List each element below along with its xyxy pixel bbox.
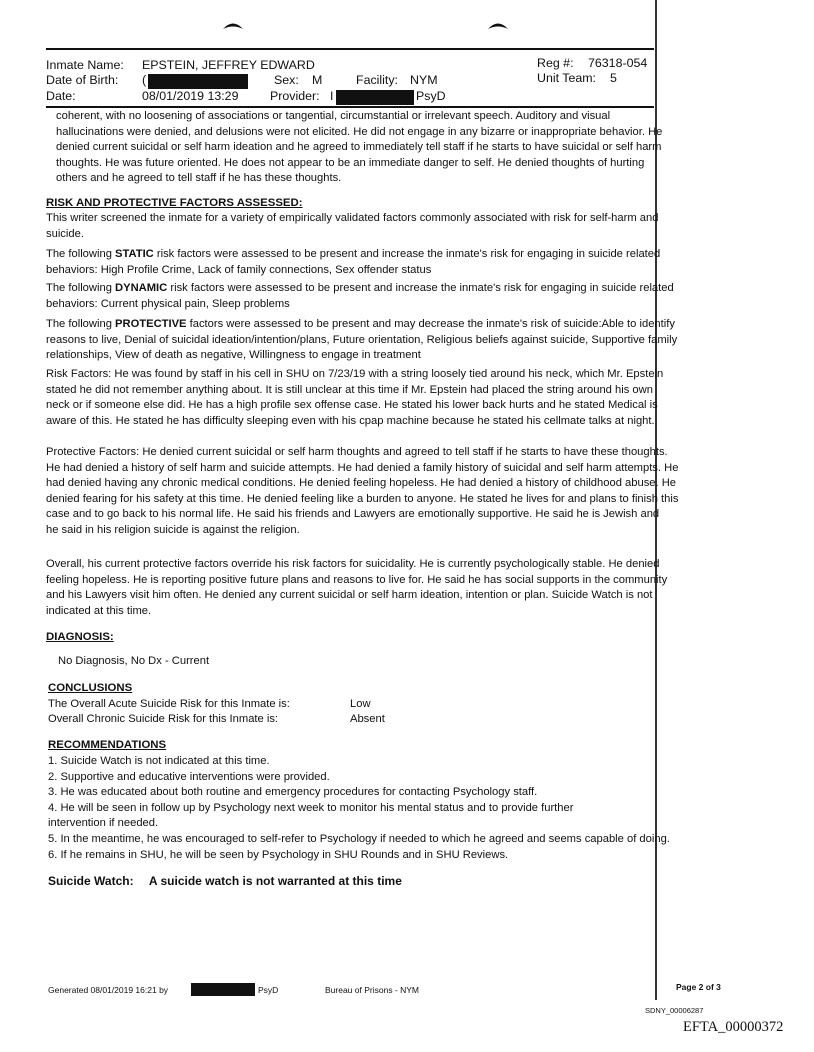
text-line: behaviors: Current physical pain, Sleep problems [46, 297, 290, 310]
protective-label: PROTECTIVE [115, 318, 187, 330]
provider-initial: I [330, 89, 334, 103]
suicide-watch-label: Suicide Watch: [48, 874, 134, 888]
text-line: coherent, with no loosening of associations or tangential, circumstantial or irrelevant speech. Auditory and visual [56, 110, 611, 122]
reg-label: Reg #: [537, 56, 574, 70]
conclusions-heading: CONCLUSIONS [48, 682, 133, 694]
text-line: aware of this. He stated he has difficulty sleeping even with his cpap machine because he stated his cellmate talks at night. [46, 414, 655, 427]
text-line: relationships, View of death as negative, Willingness to engage in treatment [46, 349, 421, 362]
page-number: Page 2 of 3 [676, 982, 721, 992]
text-line: case and to go back to his normal life. He said his friends and Lawyers are emotionally supportive. He said he is Jewish and [46, 508, 660, 521]
efta-number: EFTA_00000372 [683, 1019, 784, 1035]
list-item: 2. Supportive and educative interventions were provided. [48, 770, 330, 783]
text-line: The following PROTECTIVE factors were assessed to be present and may decrease the inmate's risk of suicide:Able to identify [46, 318, 675, 330]
inmate-name: EPSTEIN, JEFFREY EDWARD [142, 58, 315, 72]
mental-status-paragraph [56, 109, 776, 187]
protective-factors-paragraph [46, 445, 786, 539]
text-line: denied fearing for his safety at this time. He denied feeling like a burden to anyone. He stated he lives for and plans to finish this [46, 492, 679, 505]
dynamic-factors-paragraph [46, 281, 786, 312]
text-line: This writer screened the inmate for a variety of empirically validated factors commonly associated with risk for self-harm and [46, 212, 659, 224]
static-factors-paragraph [46, 247, 786, 278]
text-line: suicide. [46, 227, 84, 240]
inmate-name-label: Inmate Name: [46, 58, 124, 72]
dynamic-label: DYNAMIC [115, 282, 168, 294]
redaction-bar [191, 983, 255, 996]
redaction-bar [336, 90, 414, 105]
text-line: The following STATIC risk factors were assessed to be present and increase the inmate's risk for engaging in suicide related [46, 248, 661, 260]
diagnosis-heading: DIAGNOSIS: [46, 631, 114, 643]
text-line: others and he agreed to tell staff if he has these thoughts. [56, 172, 342, 185]
unit-team-label: Unit Team: [537, 71, 596, 85]
text-line: neck or if someone else did. He has a high profile sex offense case. He stated his lower back hurts and he stated Medical is [46, 399, 658, 412]
text-line: hallucinations were denied, and delusions were not elicited. He did not engage in any bizarre or inappropriate behavior. He [56, 125, 663, 138]
sex-label: Sex: [274, 73, 299, 87]
text-line: he said in his religion suicide is against the religion. [46, 523, 300, 536]
text-line: Risk Factors: He was found by staff in his cell in SHU on 7/23/19 with a string loosely tied around his neck, which Mr. Epstein [46, 368, 664, 380]
provider-title: PsyD [416, 89, 446, 103]
reg-number: 76318-054 [588, 56, 648, 70]
text-line: had denied having any chronic medical conditions. He denied feeling hopeless. He had denied a history of childhood abuse. He [46, 477, 677, 490]
list-item: 4. He will be seen in follow up by Psychology next week to monitor his mental status and to provide further [48, 801, 574, 814]
sex-value: M [312, 73, 323, 87]
provider-label: Provider: [270, 89, 320, 103]
recommendations-heading: RECOMMENDATIONS [48, 739, 167, 751]
text-line: behaviors: High Profile Crime, Lack of family connections, Sex offender status [46, 263, 432, 276]
list-item: 3. He was educated about both routine and emergency procedures for contacting Psychology staff. [48, 786, 538, 799]
acute-risk-label: The Overall Acute Suicide Risk for this Inmate is: [48, 698, 290, 710]
overall-assessment-paragraph [46, 557, 786, 619]
acute-risk-value: Low [350, 698, 371, 710]
diagnosis-text: No Diagnosis, No Dx - Current [58, 655, 210, 667]
text-line: reasons to live, Denial of suicidal ideation/intention/plans, Future orientation, Religious beliefs against suicide, Supportive family [46, 333, 678, 346]
text-line: denied current suicidal or self harm ideation and he agreed to immediately tell staff if he starts to have suicidal or self harm [56, 141, 662, 154]
static-label: STATIC [115, 248, 154, 260]
list-item: 6. If he remains in SHU, he will be seen by Psychology in SHU Rounds and in SHU Reviews. [48, 848, 509, 861]
bates-number: SDNY_00006287 [645, 1006, 704, 1015]
screening-paragraph [46, 211, 786, 242]
date-label: Date: [46, 89, 76, 103]
text-line: Overall, his current protective factors override his risk factors for suicidality. He is currently psychologically stable. He denied [46, 558, 660, 570]
list-item: intervention if needed. [48, 817, 159, 830]
redaction-bar [148, 74, 248, 89]
footer-bureau: Bureau of Prisons - NYM [325, 985, 420, 995]
text-line: Protective Factors: He denied current suicidal or self harm thoughts and agreed to tell staff if he starts to have these thoughts. [46, 446, 668, 458]
protective-factors-list [46, 317, 786, 364]
text-line: feeling hopeless. He is reporting positive future plans and reasons to live for. He said he has social supports in the community [46, 573, 668, 586]
suicide-watch-line [48, 874, 402, 888]
text-line: The following DYNAMIC risk factors were assessed to be present and increase the inmate's risk for engaging in suicide related [46, 282, 674, 294]
text-line: He had denied a history of self harm and suicide attempts. He had denied a family history of suicidal and self harm attempts. He [46, 461, 679, 474]
list-item: 5. In the meantime, he was encouraged to self-refer to Psychology if needed to which he agreed and seems capable of doing. [48, 832, 670, 845]
dob-label: Date of Birth: [46, 73, 119, 87]
text-line: indicated at this time. [46, 604, 152, 617]
punch-hole-mark [222, 20, 244, 30]
punch-hole-mark [487, 20, 509, 30]
suicide-watch-value: A suicide watch is not warranted at this time [148, 874, 402, 888]
text-line: stated he did not remember anything about. It is still unclear at this time if Mr. Epstein had placed the string around his own [46, 383, 653, 396]
facility-value: NYM [410, 73, 438, 87]
date-value: 08/01/2019 13:29 [142, 89, 239, 103]
risk-factors-paragraph [46, 367, 786, 429]
unit-team-value: 5 [610, 71, 617, 85]
list-item: 1. Suicide Watch is not indicated at this time. [48, 755, 270, 767]
header-top-rule [46, 48, 654, 50]
risk-section-heading: RISK AND PROTECTIVE FACTORS ASSESSED: [46, 197, 303, 209]
generated-text: Generated 08/01/2019 16:21 by [48, 985, 169, 995]
facility-label: Facility: [356, 73, 398, 87]
chronic-risk-label: Overall Chronic Suicide Risk for this Inmate is: [48, 713, 279, 725]
chronic-risk-value: Absent [350, 713, 385, 725]
footer-psyd: PsyD [258, 985, 279, 995]
recommendations-list [48, 754, 788, 863]
text-line: thoughts. He was future oriented. He does not appear to be an immediate danger to self. He denied thoughts of hurting [56, 156, 645, 169]
header-bottom-rule [46, 106, 654, 108]
dob-value: ( [142, 73, 147, 87]
text-line: and his Lawyers visit him often. He denied any current suicidal or self harm ideation, intention or plan. Suicide Watch is not [46, 589, 653, 602]
